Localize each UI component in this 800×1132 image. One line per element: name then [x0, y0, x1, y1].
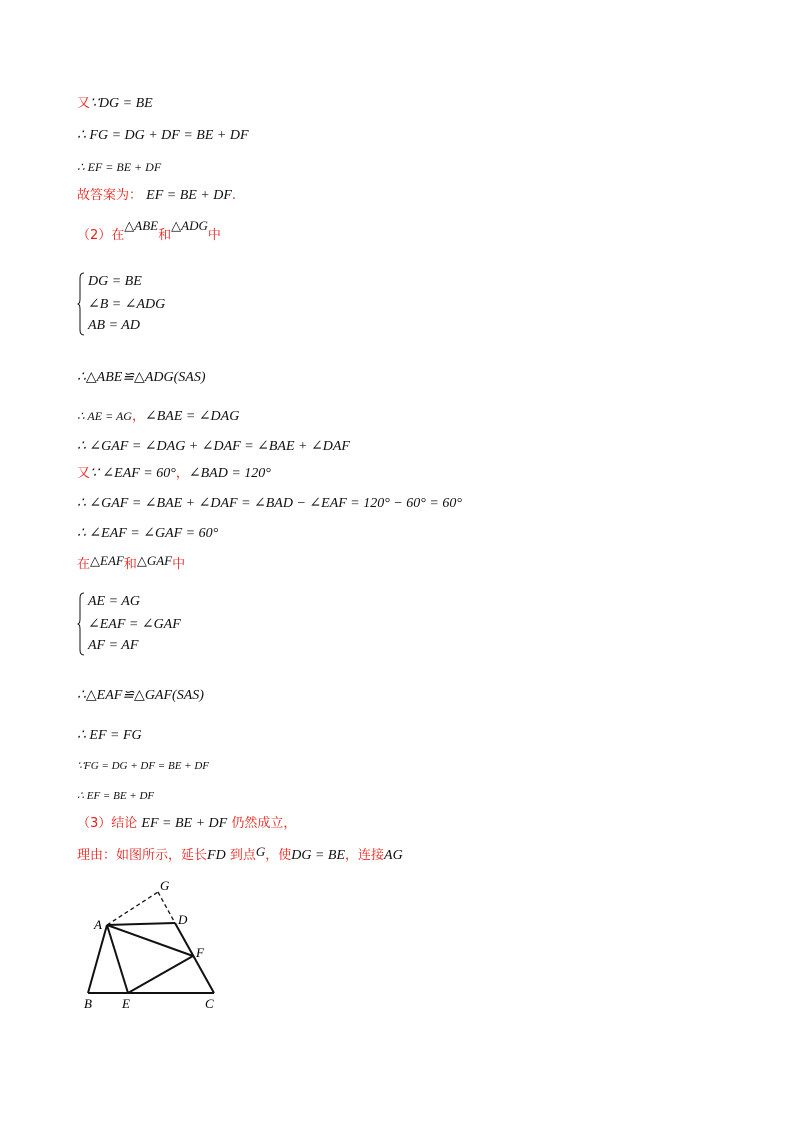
segment-AB — [88, 925, 107, 993]
part-label: （3）结论 — [77, 816, 138, 831]
math-expression: G — [255, 844, 266, 859]
system-row: ∠EAF = ∠GAF — [88, 617, 181, 632]
proof-line-11 — [77, 525, 218, 543]
point-label-B: B — [84, 996, 92, 1011]
part-2-heading — [77, 218, 221, 245]
segment-AE — [107, 925, 128, 993]
triangle-name: △ABE — [124, 218, 159, 233]
math-expression: ∴△EAF≌△GAF(SAS) — [77, 688, 204, 703]
conjunction-text: 中 — [207, 228, 221, 243]
math-expression: EF = BE + DF — [141, 816, 228, 831]
congruence-line-2 — [77, 687, 204, 705]
segment-AD — [107, 923, 175, 925]
triangle-name: △ADG — [171, 218, 208, 233]
part-label: （2）在 — [77, 228, 125, 243]
part-3-heading — [77, 815, 296, 833]
math-expression: ∴ EF = FG — [77, 728, 142, 743]
reason-text: 到点 — [229, 848, 256, 863]
segment-AG-dashed — [107, 892, 158, 925]
conjunction-text: 在 — [77, 557, 91, 572]
proof-line-7 — [77, 407, 239, 426]
point-label-F: F — [196, 945, 204, 960]
segment-DC — [175, 923, 214, 993]
system-row: ∠B = ∠ADG — [88, 297, 166, 312]
math-expression: EF = BE + DF — [146, 188, 232, 203]
reason-text: ，连接 — [345, 848, 385, 863]
conjunction-text: 和 — [123, 557, 137, 572]
proof-line-8 — [77, 438, 350, 456]
punctuation: ， — [131, 409, 145, 424]
math-expression: ∴ EF = BE + DF — [77, 790, 155, 802]
proof-line-3 — [77, 158, 161, 177]
conjunction-text: 和 — [158, 228, 172, 243]
system-row: DG = BE — [88, 274, 142, 289]
math-expression: ∠BAE = ∠DAG — [144, 409, 240, 424]
system-row: AB = AD — [88, 318, 140, 333]
proof-line-15 — [77, 757, 209, 775]
proof-line-10 — [77, 495, 462, 513]
math-expression: ∴ ∠EAF = ∠GAF = 60° — [77, 526, 219, 541]
proof-line-2 — [77, 127, 249, 145]
brace-icon — [77, 592, 85, 656]
equation-system-2 — [77, 592, 277, 658]
math-expression: AG — [384, 848, 403, 863]
punctuation: . — [231, 188, 237, 203]
conjunction-text: 中 — [172, 557, 186, 572]
conjunction-text: 又 — [77, 466, 91, 481]
reason-text: 理由：如图所示，延长 — [77, 848, 208, 863]
point-label-A: A — [94, 917, 102, 932]
brace-icon — [77, 272, 85, 336]
conclusion-text: 仍然成立， — [231, 816, 297, 831]
math-expression: ∵ ∠EAF = 60° — [90, 466, 176, 481]
proof-line-14 — [77, 727, 142, 745]
triangle-name: △GAF — [136, 553, 173, 568]
math-expression: ∵FG = DG + DF = BE + DF — [77, 760, 210, 772]
math-expression: ∴ FG = DG + DF = BE + DF — [77, 128, 249, 143]
math-expression: ∴ ∠GAF = ∠BAE + ∠DAF = ∠BAD − ∠EAF = 120° − 60° = 60° — [77, 496, 462, 511]
system-row: AF = AF — [88, 638, 139, 653]
punctuation: ， — [175, 466, 189, 481]
point-label-G: G — [160, 878, 170, 893]
proof-line-9 — [77, 465, 271, 483]
point-label-E: E — [122, 996, 130, 1011]
reason-line — [77, 846, 403, 865]
math-expression: FD — [207, 848, 226, 863]
segment-EF — [128, 956, 193, 993]
answer-line — [77, 187, 236, 205]
math-expression: ∴ EF = BE + DF — [77, 160, 162, 174]
segment-GD-dashed — [158, 892, 175, 923]
math-expression: DG = BE — [291, 848, 346, 863]
system-row: AE = AG — [88, 594, 140, 609]
math-expression: ∴△ABE≌△ADG(SAS) — [77, 370, 206, 385]
point-label-D: D — [178, 912, 188, 927]
proof-line-1 — [77, 95, 153, 113]
conjunction-text: 又 — [77, 96, 91, 111]
proof-line-16 — [77, 787, 154, 805]
point-label-C: C — [205, 996, 214, 1011]
geometry-figure — [70, 870, 240, 1020]
congruence-line-1 — [77, 369, 205, 387]
reason-text: ，使 — [265, 848, 292, 863]
triangles-heading — [77, 555, 185, 574]
equation-system-1 — [77, 272, 277, 338]
segment-AF — [107, 925, 193, 956]
math-expression: ∴ ∠GAF = ∠DAG + ∠DAF = ∠BAE + ∠DAF — [77, 439, 350, 454]
math-expression: ∵DG = BE — [90, 96, 153, 111]
math-expression: ∴ AE = AG — [77, 409, 132, 423]
answer-label: 故答案为： — [77, 188, 143, 203]
math-expression: ∠BAD = 120° — [188, 466, 271, 481]
triangle-name: △EAF — [90, 553, 124, 568]
